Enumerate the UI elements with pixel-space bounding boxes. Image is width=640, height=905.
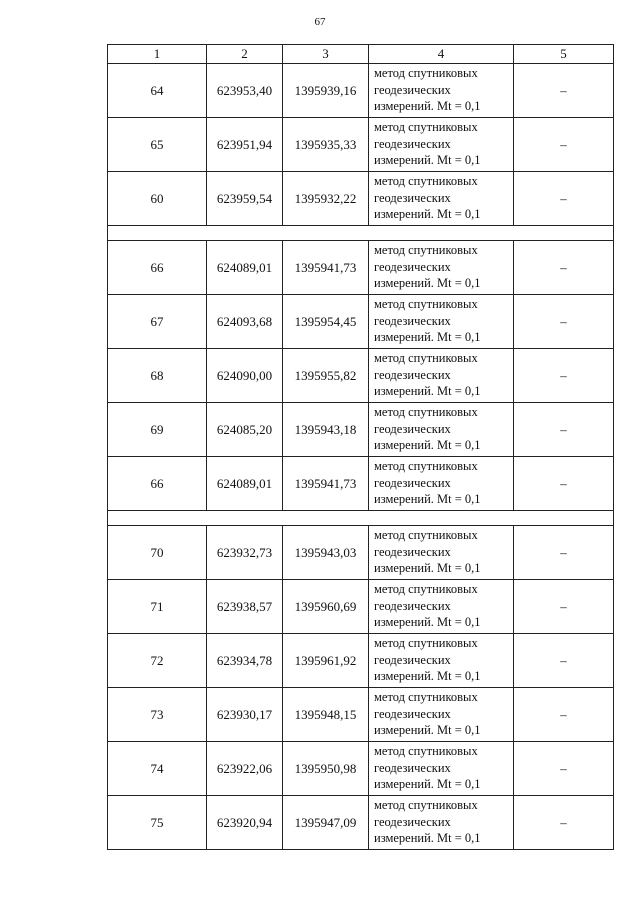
method-cell: [369, 580, 514, 634]
header-row: [108, 45, 614, 64]
point-number-cell: 66: [108, 241, 207, 295]
x-coordinate-cell: 623930,17: [207, 688, 283, 742]
note-cell: –: [514, 580, 614, 634]
table-row: [108, 457, 614, 511]
method-line: геодезических: [374, 136, 451, 151]
separator-cell: [108, 511, 614, 526]
point-number-cell: 72: [108, 634, 207, 688]
method-line: геодезических: [374, 814, 451, 829]
table-row: [108, 172, 614, 226]
method-line: измерений. Mt = 0,1: [374, 831, 481, 845]
method-line: геодезических: [374, 313, 451, 328]
method-line: метод спутниковых: [374, 405, 478, 419]
method-line: измерений. Mt = 0,1: [374, 153, 481, 167]
y-coordinate-cell: 1395947,09: [283, 796, 369, 850]
y-coordinate-cell: 1395943,03: [283, 526, 369, 580]
note-cell: –: [514, 796, 614, 850]
note-cell: –: [514, 634, 614, 688]
method-line: измерений. Mt = 0,1: [374, 561, 481, 575]
x-coordinate-cell: 623953,40: [207, 64, 283, 118]
method-line: геодезических: [374, 706, 451, 721]
method-line: геодезических: [374, 82, 451, 97]
method-line: метод спутниковых: [374, 351, 478, 365]
method-line: измерений. Mt = 0,1: [374, 99, 481, 113]
x-coordinate-cell: 624085,20: [207, 403, 283, 457]
y-coordinate-cell: 1395935,33: [283, 118, 369, 172]
method-line: метод спутниковых: [374, 690, 478, 704]
table-row: [108, 580, 614, 634]
page-number: 67: [314, 16, 326, 28]
table-row: [108, 688, 614, 742]
y-coordinate-cell: 1395932,22: [283, 172, 369, 226]
point-number-cell: 71: [108, 580, 207, 634]
method-line: метод спутниковых: [374, 174, 478, 188]
y-coordinate-cell: 1395943,18: [283, 403, 369, 457]
method-line: измерений. Mt = 0,1: [374, 723, 481, 737]
point-number-cell: 74: [108, 742, 207, 796]
method-line: метод спутниковых: [374, 798, 478, 812]
point-number-cell: 68: [108, 349, 207, 403]
point-number-cell: 66: [108, 457, 207, 511]
table-row: [108, 403, 614, 457]
coordinates-table: [107, 44, 614, 850]
x-coordinate-cell: 623951,94: [207, 118, 283, 172]
point-number-cell: 70: [108, 526, 207, 580]
table-row: [108, 796, 614, 850]
table-row: [108, 118, 614, 172]
y-coordinate-cell: 1395939,16: [283, 64, 369, 118]
x-coordinate-cell: 623938,57: [207, 580, 283, 634]
method-line: измерений. Mt = 0,1: [374, 330, 481, 344]
y-coordinate-cell: 1395941,73: [283, 457, 369, 511]
y-coordinate-cell: 1395955,82: [283, 349, 369, 403]
table-row: [108, 526, 614, 580]
method-cell: [369, 64, 514, 118]
x-coordinate-cell: 624089,01: [207, 457, 283, 511]
method-line: геодезических: [374, 475, 451, 490]
method-cell: [369, 634, 514, 688]
method-line: геодезических: [374, 652, 451, 667]
x-coordinate-cell: 623920,94: [207, 796, 283, 850]
table-row: [108, 634, 614, 688]
method-cell: [369, 796, 514, 850]
note-cell: –: [514, 172, 614, 226]
column-header: 3: [283, 45, 369, 64]
method-line: метод спутниковых: [374, 120, 478, 134]
method-cell: [369, 526, 514, 580]
method-line: измерений. Mt = 0,1: [374, 492, 481, 506]
y-coordinate-cell: 1395954,45: [283, 295, 369, 349]
method-line: метод спутниковых: [374, 243, 478, 257]
note-cell: –: [514, 64, 614, 118]
table-row: [108, 64, 614, 118]
x-coordinate-cell: 623934,78: [207, 634, 283, 688]
point-number-cell: 75: [108, 796, 207, 850]
point-number-cell: 65: [108, 118, 207, 172]
column-header: 2: [207, 45, 283, 64]
y-coordinate-cell: 1395961,92: [283, 634, 369, 688]
table-row: [108, 295, 614, 349]
y-coordinate-cell: 1395941,73: [283, 241, 369, 295]
method-cell: [369, 742, 514, 796]
group-separator-row: [108, 226, 614, 241]
table-body: [108, 64, 614, 850]
method-line: геодезических: [374, 190, 451, 205]
x-coordinate-cell: 623932,73: [207, 526, 283, 580]
note-cell: –: [514, 742, 614, 796]
method-line: геодезических: [374, 760, 451, 775]
note-cell: –: [514, 526, 614, 580]
note-cell: –: [514, 403, 614, 457]
column-header: 4: [369, 45, 514, 64]
method-line: геодезических: [374, 544, 451, 559]
method-cell: [369, 295, 514, 349]
method-line: метод спутниковых: [374, 744, 478, 758]
method-line: измерений. Mt = 0,1: [374, 384, 481, 398]
note-cell: –: [514, 295, 614, 349]
point-number-cell: 60: [108, 172, 207, 226]
table-row: [108, 241, 614, 295]
method-line: метод спутниковых: [374, 582, 478, 596]
method-line: геодезических: [374, 421, 451, 436]
method-line: измерений. Mt = 0,1: [374, 207, 481, 221]
point-number-cell: 67: [108, 295, 207, 349]
note-cell: –: [514, 241, 614, 295]
x-coordinate-cell: 624093,68: [207, 295, 283, 349]
method-line: измерений. Mt = 0,1: [374, 669, 481, 683]
method-line: геодезических: [374, 259, 451, 274]
point-number-cell: 69: [108, 403, 207, 457]
method-line: измерений. Mt = 0,1: [374, 438, 481, 452]
point-number-cell: 64: [108, 64, 207, 118]
method-cell: [369, 457, 514, 511]
method-cell: [369, 172, 514, 226]
y-coordinate-cell: 1395950,98: [283, 742, 369, 796]
method-cell: [369, 118, 514, 172]
method-line: метод спутниковых: [374, 636, 478, 650]
method-line: геодезических: [374, 367, 451, 382]
method-line: метод спутниковых: [374, 459, 478, 473]
y-coordinate-cell: 1395960,69: [283, 580, 369, 634]
method-line: метод спутниковых: [374, 66, 478, 80]
method-line: метод спутниковых: [374, 297, 478, 311]
method-line: измерений. Mt = 0,1: [374, 777, 481, 791]
column-header: 1: [108, 45, 207, 64]
x-coordinate-cell: 623959,54: [207, 172, 283, 226]
note-cell: –: [514, 118, 614, 172]
column-header: 5: [514, 45, 614, 64]
method-cell: [369, 403, 514, 457]
table-row: [108, 742, 614, 796]
method-cell: [369, 241, 514, 295]
method-line: измерений. Mt = 0,1: [374, 276, 481, 290]
x-coordinate-cell: 623922,06: [207, 742, 283, 796]
group-separator-row: [108, 511, 614, 526]
method-line: геодезических: [374, 598, 451, 613]
table-row: [108, 349, 614, 403]
method-line: измерений. Mt = 0,1: [374, 615, 481, 629]
separator-cell: [108, 226, 614, 241]
x-coordinate-cell: 624090,00: [207, 349, 283, 403]
note-cell: –: [514, 457, 614, 511]
method-cell: [369, 349, 514, 403]
note-cell: –: [514, 688, 614, 742]
y-coordinate-cell: 1395948,15: [283, 688, 369, 742]
x-coordinate-cell: 624089,01: [207, 241, 283, 295]
method-line: метод спутниковых: [374, 528, 478, 542]
note-cell: –: [514, 349, 614, 403]
method-cell: [369, 688, 514, 742]
point-number-cell: 73: [108, 688, 207, 742]
